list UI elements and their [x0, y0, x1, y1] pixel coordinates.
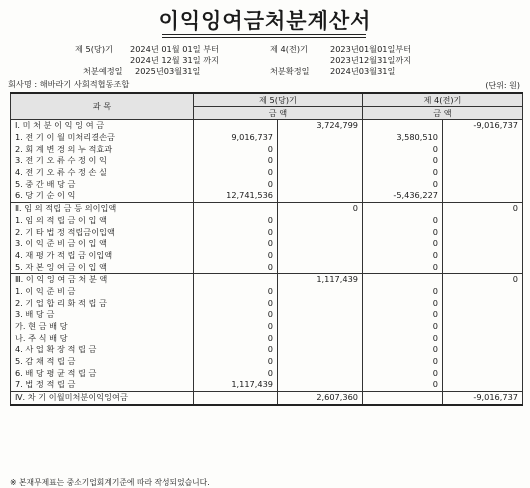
table-row — [11, 367, 523, 379]
current-total-amount — [278, 261, 363, 273]
current-total-amount: 3,724,799 — [278, 120, 363, 132]
table-row — [11, 273, 523, 285]
prior-detail-amount: 0 — [363, 215, 443, 227]
prior-total-amount: 0 — [443, 273, 523, 285]
prior-total-amount — [443, 132, 523, 144]
prior-detail-amount: 0 — [363, 143, 443, 155]
disposal-planned-date: 2025년03월31일 — [135, 66, 201, 76]
prior-detail-amount: 0 — [363, 321, 443, 333]
row-label: 4. 재 평 가 적 립 금 이입액 — [11, 250, 194, 262]
prior-period-to: 2023년12월31일까지 — [330, 55, 412, 65]
current-total-amount — [278, 178, 363, 190]
table-row — [11, 309, 523, 321]
prior-detail-amount: 0 — [363, 309, 443, 321]
subject-header: 과 목 — [11, 93, 194, 120]
table-row — [11, 286, 523, 298]
row-label: 1. 임 의 적 립 금 이 입 액 — [11, 215, 194, 227]
current-total-amount — [278, 143, 363, 155]
table-row — [11, 261, 523, 273]
current-total-amount — [278, 297, 363, 309]
current-total-amount — [278, 309, 363, 321]
current-detail-amount: 0 — [194, 250, 278, 262]
row-label: 6. 배 당 평 균 적 립 금 — [11, 367, 194, 379]
current-total-amount — [278, 367, 363, 379]
prior-period-header: 제 4(전)기 — [363, 93, 523, 107]
current-detail-amount — [194, 202, 278, 214]
current-detail-amount — [194, 273, 278, 285]
table-row — [11, 143, 523, 155]
current-total-amount — [278, 332, 363, 344]
row-label: 5. 감 채 적 립 금 — [11, 356, 194, 368]
prior-period-from: 2023년01월01일부터 — [330, 44, 412, 54]
prior-detail-amount: 0 — [363, 155, 443, 167]
prior-total-amount — [443, 250, 523, 262]
prior-detail-amount: 0 — [363, 297, 443, 309]
disposal-confirmed-date: 2024년03월31일 — [330, 66, 396, 76]
table-row — [11, 215, 523, 227]
row-label: 3. 이 익 준 비 금 이 입 액 — [11, 238, 194, 250]
statement-rows — [11, 120, 523, 405]
prior-detail-amount: 0 — [363, 261, 443, 273]
table-row — [11, 379, 523, 391]
current-detail-amount: 0 — [194, 321, 278, 333]
current-amount-header: 금 액 — [194, 107, 363, 120]
row-label: 가. 현 금 배 당 — [11, 321, 194, 333]
table-row — [11, 132, 523, 144]
current-detail-amount: 0 — [194, 178, 278, 190]
prior-total-amount — [443, 155, 523, 167]
current-total-amount — [278, 215, 363, 227]
table-row — [11, 178, 523, 190]
prior-total-amount — [443, 215, 523, 227]
disposal-confirmed-label: 처분확정일 — [270, 66, 310, 76]
current-detail-amount: 0 — [194, 226, 278, 238]
table-row — [11, 321, 523, 333]
current-total-amount — [278, 356, 363, 368]
current-period-from: 2024년 01월 01일 부터 — [130, 44, 220, 54]
header-row-period — [11, 93, 523, 107]
prior-detail-amount: 0 — [363, 344, 443, 356]
row-label: 4. 전 기 오 류 수 정 손 실 — [11, 167, 194, 179]
prior-total-amount: 0 — [443, 202, 523, 214]
prior-detail-amount: 0 — [363, 379, 443, 391]
prior-detail-amount: 0 — [363, 178, 443, 190]
title-underline-double — [162, 37, 366, 38]
prior-amount-header: 금 액 — [363, 107, 523, 120]
current-total-amount — [278, 132, 363, 144]
document-title: 이익잉여금처분계산서 — [158, 9, 372, 33]
row-label: Ⅱ. 임 의 적립 금 등 의이입액 — [11, 202, 194, 214]
prior-detail-amount — [363, 120, 443, 132]
table-row — [11, 120, 523, 132]
prior-detail-amount: 0 — [363, 332, 443, 344]
current-total-amount — [278, 250, 363, 262]
row-label: 3. 배 당 금 — [11, 309, 194, 321]
prior-detail-amount: 0 — [363, 356, 443, 368]
prior-detail-amount — [363, 391, 443, 404]
prior-total-amount — [443, 379, 523, 391]
prior-total-amount — [443, 238, 523, 250]
prior-total-amount: -9,016,737 — [443, 120, 523, 132]
current-detail-amount: 12,741,536 — [194, 190, 278, 202]
prior-total-amount — [443, 261, 523, 273]
prior-total-amount — [443, 344, 523, 356]
prior-total-amount — [443, 321, 523, 333]
prior-total-amount — [443, 178, 523, 190]
current-total-amount — [278, 167, 363, 179]
current-total-amount — [278, 190, 363, 202]
current-total-amount — [278, 155, 363, 167]
prior-detail-amount: 0 — [363, 367, 443, 379]
row-label: 4. 사 업 확 장 적 립 금 — [11, 344, 194, 356]
disposal-planned-label: 처분예정일 — [83, 66, 123, 76]
current-detail-amount: 0 — [194, 332, 278, 344]
prior-total-amount — [443, 367, 523, 379]
table-row — [11, 332, 523, 344]
current-total-amount — [278, 344, 363, 356]
current-detail-amount: 9,016,737 — [194, 132, 278, 144]
table-row — [11, 356, 523, 368]
prior-total-amount — [443, 190, 523, 202]
current-detail-amount: 0 — [194, 261, 278, 273]
prior-total-amount — [443, 332, 523, 344]
prior-total-amount — [443, 226, 523, 238]
row-label: 3. 전 기 오 류 수 정 이 익 — [11, 155, 194, 167]
unit-label: (단위: 원) — [485, 81, 520, 90]
prior-detail-amount: 0 — [363, 167, 443, 179]
prior-detail-amount: -5,436,227 — [363, 190, 443, 202]
prior-detail-amount: 0 — [363, 286, 443, 298]
row-label: 5. 중 간 배 당 금 — [11, 178, 194, 190]
table-row — [11, 344, 523, 356]
prior-detail-amount: 0 — [363, 238, 443, 250]
current-total-amount: 2,607,360 — [278, 391, 363, 404]
current-total-amount: 0 — [278, 202, 363, 214]
current-detail-amount: 1,117,439 — [194, 379, 278, 391]
prior-detail-amount — [363, 273, 443, 285]
current-detail-amount: 0 — [194, 167, 278, 179]
prior-total-amount: -9,016,737 — [443, 391, 523, 404]
prior-total-amount — [443, 286, 523, 298]
current-detail-amount: 0 — [194, 238, 278, 250]
table-row — [11, 226, 523, 238]
current-total-amount — [278, 321, 363, 333]
table-row — [11, 155, 523, 167]
row-label: 1. 전 기 이 월 미처리결손금 — [11, 132, 194, 144]
row-label: 5. 자 본 잉 여 금 이 입 액 — [11, 261, 194, 273]
current-total-amount — [278, 286, 363, 298]
row-label: 7. 법 정 적 립 금 — [11, 379, 194, 391]
prior-detail-amount: 3,580,510 — [363, 132, 443, 144]
row-label: 나. 주 식 배 당 — [11, 332, 194, 344]
table-row — [11, 202, 523, 214]
row-label: 2. 기 타 법 정 적립금이입액 — [11, 226, 194, 238]
current-detail-amount: 0 — [194, 297, 278, 309]
statement-table — [10, 92, 523, 406]
table-row — [11, 238, 523, 250]
footnote: ※ 본재무제표는 중소기업회계기준에 따라 작성되었습니다. — [10, 478, 210, 487]
current-detail-amount: 0 — [194, 143, 278, 155]
current-detail-amount: 0 — [194, 155, 278, 167]
current-detail-amount: 0 — [194, 309, 278, 321]
table-row — [11, 391, 523, 404]
row-label: Ⅰ. 미 처 분 이 익 잉 여 금 — [11, 120, 194, 132]
prior-detail-amount: 0 — [363, 250, 443, 262]
current-detail-amount: 0 — [194, 367, 278, 379]
prior-detail-amount — [363, 202, 443, 214]
current-total-amount — [278, 238, 363, 250]
prior-total-amount — [443, 309, 523, 321]
row-label: 2. 기 업 합 리 화 적 립 금 — [11, 297, 194, 309]
company-name: 회사명 : 해바라기 사회적협동조합 — [8, 79, 130, 89]
current-detail-amount: 0 — [194, 286, 278, 298]
prior-detail-amount: 0 — [363, 226, 443, 238]
current-detail-amount — [194, 120, 278, 132]
table-row — [11, 167, 523, 179]
prior-total-amount — [443, 167, 523, 179]
row-label: Ⅳ. 차 기 이월미처분이익잉여금 — [11, 391, 194, 404]
row-label: Ⅲ. 이 익 잉 여 금 처 분 액 — [11, 273, 194, 285]
current-detail-amount: 0 — [194, 356, 278, 368]
prior-total-amount — [443, 356, 523, 368]
current-total-amount — [278, 226, 363, 238]
current-detail-amount: 0 — [194, 344, 278, 356]
row-label: 6. 당 기 순 이 익 — [11, 190, 194, 202]
prior-period-label: 제 4(전)기 — [270, 44, 308, 54]
row-label: 1. 이 익 준 비 금 — [11, 286, 194, 298]
current-total-amount — [278, 379, 363, 391]
current-period-to: 2024년 12월 31일 까지 — [130, 55, 220, 65]
table-row — [11, 297, 523, 309]
current-detail-amount: 0 — [194, 215, 278, 227]
table-row — [11, 190, 523, 202]
table-row — [11, 250, 523, 262]
current-period-label: 제 5(당)기 — [75, 44, 113, 54]
current-detail-amount — [194, 391, 278, 404]
current-period-header: 제 5(당)기 — [194, 93, 363, 107]
prior-total-amount — [443, 297, 523, 309]
row-label: 2. 회 계 변 경 의 누 적효과 — [11, 143, 194, 155]
current-total-amount: 1,117,439 — [278, 273, 363, 285]
title-underline — [162, 34, 366, 35]
prior-total-amount — [443, 143, 523, 155]
